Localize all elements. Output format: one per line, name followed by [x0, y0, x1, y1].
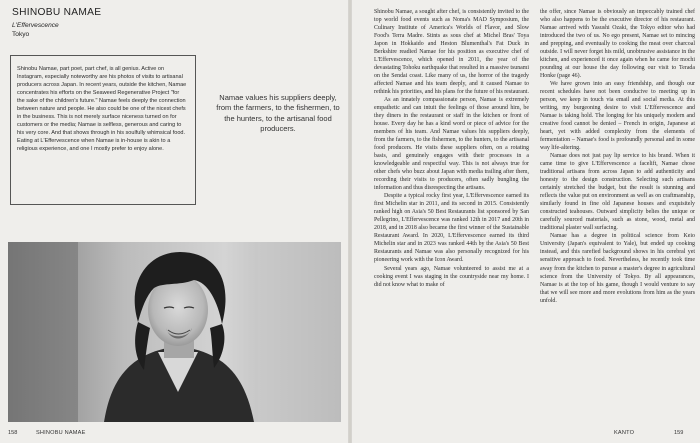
- page-number-left: 158: [8, 430, 18, 436]
- body-paragraph: Several years ago, Namae volunteered to assist me at a cooking event I was staging in the countryside near my home. I did not know what to make of: [374, 265, 529, 288]
- chef-portrait-photo: [8, 242, 341, 422]
- body-paragraph: Namae does not just pay lip service to his brand. When it came time to give L'Effervescence a facelift, Namae chose traditional artisans from across Japan to add authenticity and honesty to the design construction. Selecting such artisans certainly stretched the budget, but the result is stunning and reflects the value put on environment as well as on craftmanship, similarly found in fine old Japanese houses and exquisitely constructed teahouses. Outward simplicity belies the unique or carefully sourced materials, such as stone, wood, metal and traditional plaster wall surfacing.: [540, 153, 695, 232]
- restaurant-location: Tokyo: [12, 31, 30, 38]
- running-head-left: SHINOBU NAMAE: [36, 430, 86, 436]
- body-paragraph: the offer, since Namae is obviously an impeccably trained chef who also happens to be the executive director of his restaurant. Namae arrived with Yasushi Ozaki, the Tokyo editor who had introduced the two of us. No ego present, Namae set to mincing and prepping, and eventually to cooking the meat over charcoal outside. I will never forget his mild, unobtrusive assistance in the kitchen, and experienced it once again when he came for mochi pounding at our house the day following our visit to Terada Honke (page 46).: [540, 9, 695, 80]
- body-column-2: [540, 8, 695, 305]
- page-number-right: 159: [674, 430, 684, 436]
- intro-text: Shinobu Namae, part poet, part chef, is all genius. Active on Instagram, especially noteworthy are his photos of visits to artisanal producers across Japan. In recent years, outside the kitchen, Namae concentrates his efforts on the Seaweed Regenerative Project "for the sake of the children's future." Namae feels deeply the connection between nature and people. He also could be one of the nicest chefs in the business. This is not merely surface niceness turned on for customers or the media; Namae is selfless, generous and caring to his very core. And that shows through in his soulfully whimsical food. Eating at L'Effervescence when Namae is in-house is akin to a religious experience, and one I mostly prefer to enjoy alone.: [17, 66, 187, 153]
- body-paragraph: Despite a typical rocky first year, L'Effervescence earned its first Michelin star in 2011, and its second in 2015. Consistently ranked high on Asia's 50 Best Restaurants list sponsored by San Pellegrino, L'Effervescence was ranked 12th in 2017 and 20th in 2018, and in 2018 also became the first winner of the Sustainable Restaurant Award. In 2020, L'Effervescence earned its third Michelin star and in 2023 was ranked 44th by the Asia's 50 Best Restaurants and Namae was also personally recognized for his pioneering work with the Icon Award.: [374, 193, 529, 264]
- right-page: [352, 0, 700, 443]
- body-column-1: [374, 8, 529, 289]
- body-paragraph: As an innately compassionate person, Namae is extremely empathetic and can intuit the feelings of those around him, be they diners in the restaurant or staff in the kitchen or front of house. Every day he has a kind word or piece of advice for the members of his team. And Namae values his suppliers deeply, from the farmers, to the fishermen, to the hunters, to the artisanal food producers. He visits these suppliers often, on a rotating basis, and genuinely engages with their processes in a knowledgeable and respectful way. This is not always true for other chefs who buzz about Japan with media trailing after them, recording their visits to producers, often sadly bungling the information and thus disrespecting the artisans.: [374, 97, 529, 192]
- body-paragraph: Shinobu Namae, a sought after chef, is consistently invited to the top world food events such as Noma's MAD Symposium, the Culinary Institute of America's Worlds of Flavor, and Slow Food's Terra Madre. Stints as sous chef at Michel Bras' Toya Japon in Hokkaido and Heston Blumenthal's Fat Duck in Berkshire readied Namae for his position as executive chef of L'Effervescence, which opened in 2011, the year of the devastating Tohoku earthquake that resulted in a massive tsunami on the Sendai coast. Like many of us, the horror of the tragedy affected Namae and his team deeply, and it caused Namae to rethink his priorities, and his plans for the future of his restaurant.: [374, 9, 529, 96]
- chef-name: SHINOBU NAMAE: [12, 7, 102, 18]
- restaurant-name: L'Effervescence: [12, 22, 59, 29]
- body-paragraph: Namae has a degree in political science from Keio University (Japan's equivalent to Yale), but ended up cooking instead, and this rarefied background shows in his cerebral yet sensitive approach to food. Nevertheless, he recently took time away from the kitchen to pursue a master's degree in agricultural science from the University of Tokyo. By all appearances, Namae is at the top of his game, though I would venture to say that we will see more and more evolutions from him as the years unfold.: [540, 233, 695, 304]
- chef-portrait-image: [8, 242, 341, 422]
- running-head-right: KANTO: [614, 430, 635, 436]
- left-page: [0, 0, 348, 443]
- body-paragraph: We have grown into an easy friendship, and though our recent schedules have not been conducive to meeting up in person, we keep in touch via email and social media. At this writing, my burgeoning desire to visit L'Effervescence and Namae is taking hold. The longing for his uniquely modern and creative food cannot be denied – French in origin, Japanese at heart, yet with added complexity from the elements of fermentation – Namae's food is profoundly personal and in some way life-altering.: [540, 81, 695, 152]
- pull-quote: Namae values his suppliers deeply, from the farmers, to the fishermen, to the hunters, to the artisanal food producers.: [216, 93, 340, 134]
- intro-box: [10, 55, 196, 205]
